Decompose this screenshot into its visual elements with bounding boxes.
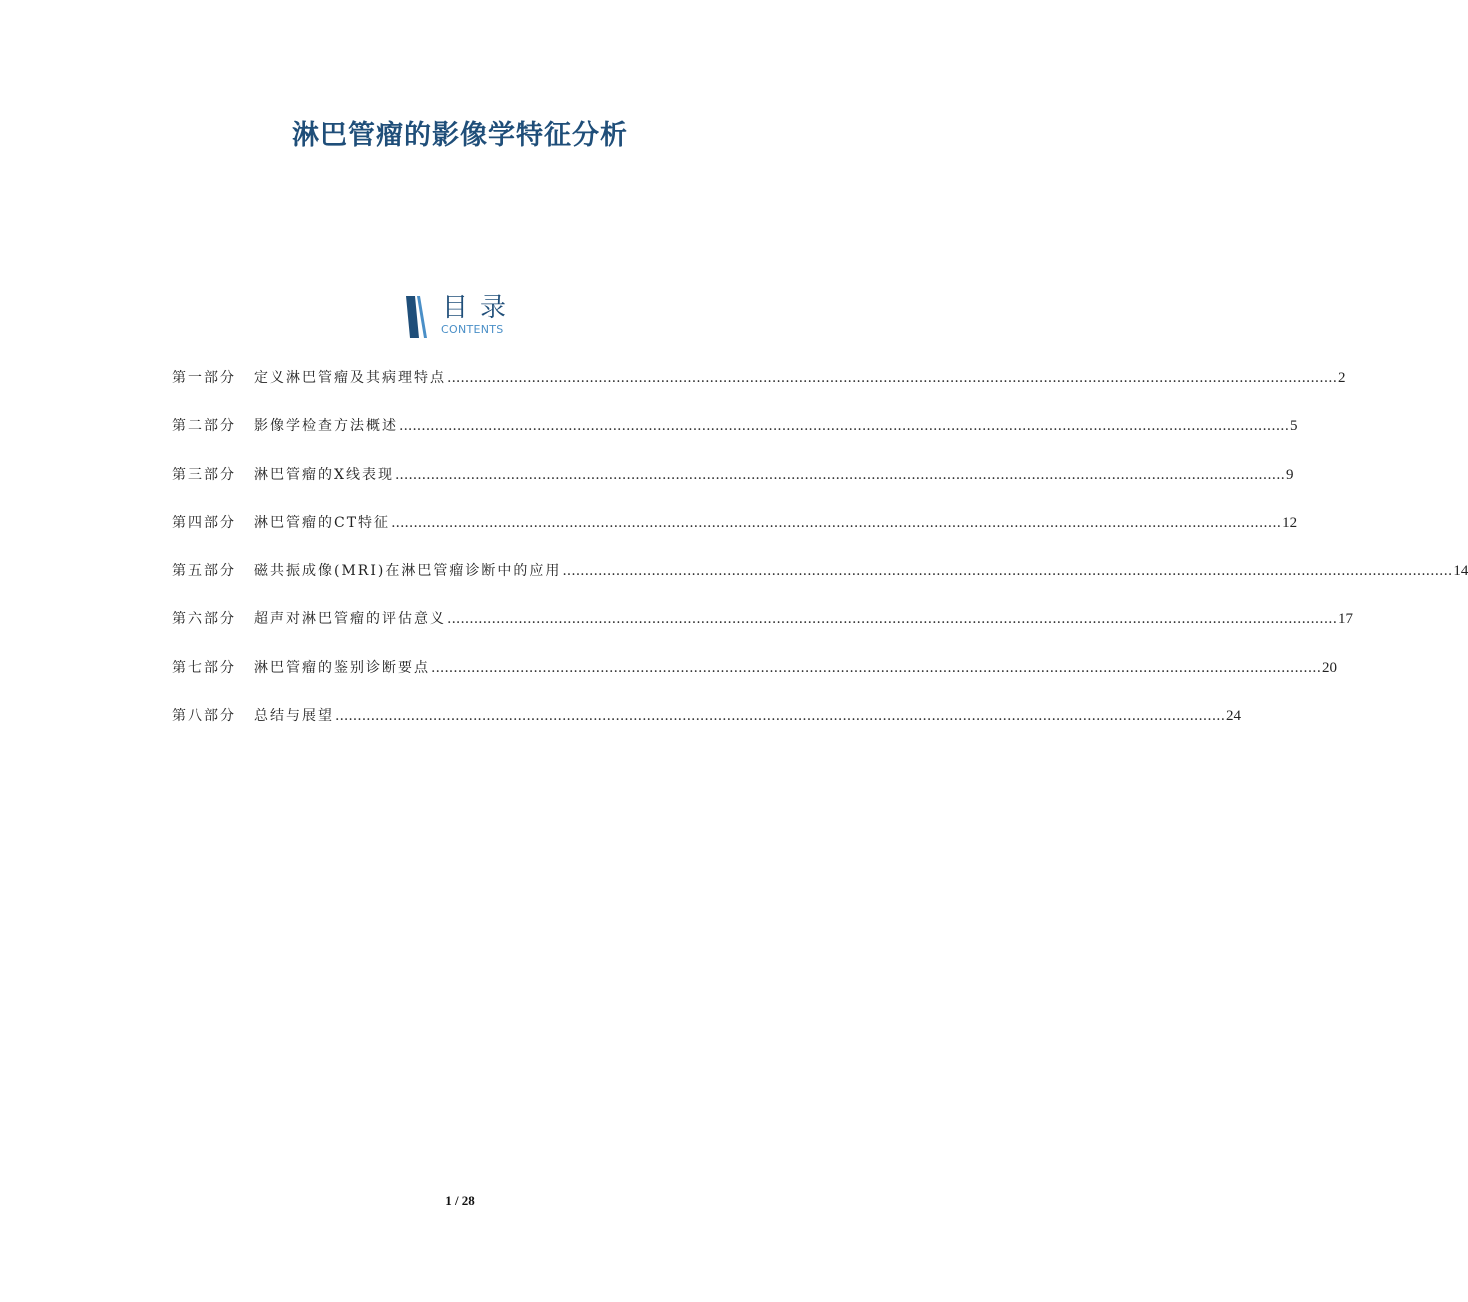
toc-leader-dots: ........................................................................................................................................................................................................ — [447, 611, 1338, 628]
toc-entry-title: 淋巴管瘤的X线表现 — [254, 466, 394, 483]
toc-entry-title: 淋巴管瘤的CT特征 — [254, 514, 391, 531]
toc-entry-title: 超声对淋巴管瘤的评估意义 — [254, 611, 446, 628]
toc-entry-page: 24 — [1226, 708, 1242, 725]
toc-entry-part: 第六部分 — [172, 611, 236, 628]
toc-list — [172, 364, 1468, 750]
toc-entry-title: 总结与展望 — [254, 708, 334, 725]
toc-entry[interactable] — [172, 364, 1346, 412]
toc-leader-dots: ........................................................................................................................................................................................................ — [399, 418, 1290, 435]
toc-heading-text: 目录 — [442, 293, 519, 323]
toc-entry[interactable] — [172, 557, 1468, 605]
toc-entry[interactable] — [172, 654, 1338, 702]
toc-entry-part: 第五部分 — [172, 563, 236, 580]
toc-entry-part: 第四部分 — [172, 514, 236, 531]
toc-leader-dots: ........................................................................................................................................................................................................ — [335, 708, 1226, 725]
toc-entry[interactable] — [172, 412, 1298, 460]
toc-entry[interactable] — [172, 509, 1298, 557]
toc-entry-page: 14 — [1453, 563, 1468, 580]
toc-entry-part: 第一部分 — [172, 370, 236, 386]
toc-leader-dots: ........................................................................................................................................................................................................ — [447, 370, 1338, 386]
toc-bookmark-icon — [404, 296, 430, 338]
toc-entry-title: 淋巴管瘤的鉴别诊断要点 — [254, 659, 430, 676]
toc-entry-title: 影像学检查方法概述 — [254, 418, 398, 435]
toc-entry-title: 定义淋巴管瘤及其病理特点 — [254, 370, 446, 386]
toc-heading-subtext: CONTENTS — [441, 323, 504, 336]
document-title: 淋巴管瘤的影像学特征分析 — [292, 120, 628, 151]
toc-entry[interactable] — [172, 702, 1242, 750]
toc-entry-page: 12 — [1282, 514, 1298, 531]
toc-entry-page: 2 — [1338, 370, 1346, 386]
toc-heading — [404, 292, 524, 342]
toc-entry-page: 17 — [1338, 611, 1354, 628]
page-number: 1 / 28 — [445, 1193, 475, 1208]
toc-leader-dots: ........................................................................................................................................................................................................ — [394, 466, 1286, 483]
toc-entry-part: 第二部分 — [172, 418, 236, 435]
toc-entry-part: 第三部分 — [172, 466, 236, 483]
toc-leader-dots: ........................................................................................................................................................................................................ — [391, 514, 1282, 531]
toc-entry-page: 9 — [1286, 466, 1294, 483]
toc-entry[interactable] — [172, 461, 1294, 509]
toc-entry[interactable] — [172, 605, 1354, 653]
toc-entry-part: 第七部分 — [172, 659, 236, 676]
toc-entry-page: 5 — [1290, 418, 1298, 435]
toc-entry-part: 第八部分 — [172, 708, 236, 725]
toc-entry-page: 20 — [1322, 659, 1338, 676]
toc-leader-dots: ........................................................................................................................................................................................................ — [431, 659, 1322, 676]
toc-leader-dots: ........................................................................................................................................................................................................ — [562, 563, 1453, 580]
toc-entry-title: 磁共振成像(MRI)在淋巴管瘤诊断中的应用 — [254, 563, 562, 580]
